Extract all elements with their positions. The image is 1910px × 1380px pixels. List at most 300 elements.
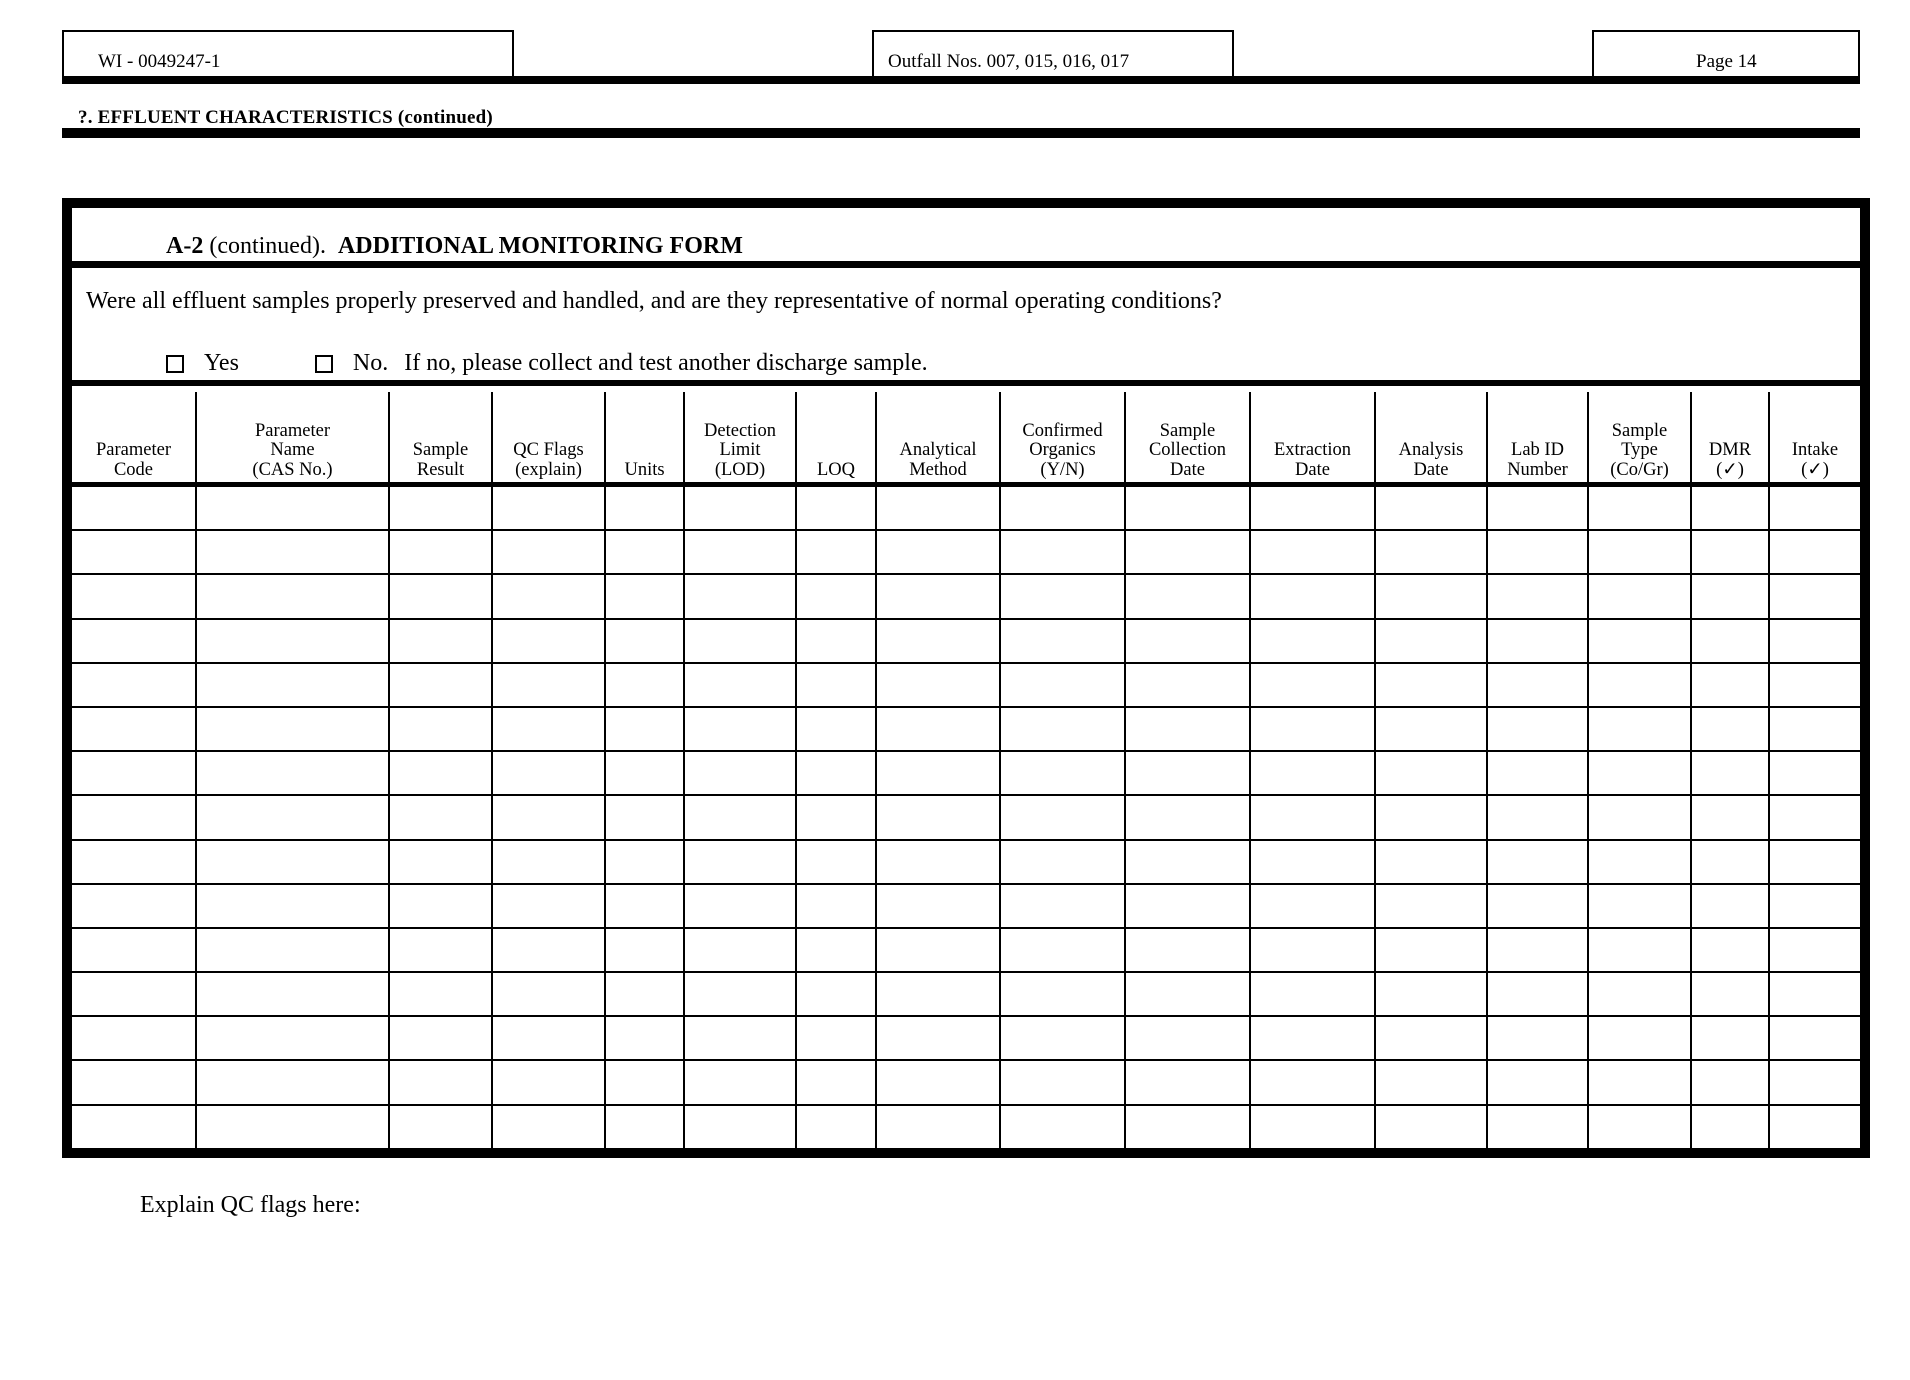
column-header-line: Intake xyxy=(1791,440,1839,461)
cell-parameter-name[interactable] xyxy=(196,1060,389,1104)
cell-loq[interactable] xyxy=(796,663,876,707)
cell-loq[interactable] xyxy=(796,574,876,618)
cell-intake[interactable] xyxy=(1769,751,1860,795)
cell-sample-collection-date[interactable] xyxy=(1125,1105,1250,1148)
cell-qc-flags[interactable] xyxy=(492,1060,605,1104)
column-header-line: (Y/N) xyxy=(1040,459,1085,480)
cell-sample-collection-date[interactable] xyxy=(1125,751,1250,795)
cell-detection-limit[interactable] xyxy=(684,972,796,1016)
column-header-line: (LOD) xyxy=(714,459,766,480)
cell-detection-limit[interactable] xyxy=(684,1105,796,1148)
column-header-line: (Co/Gr) xyxy=(1610,459,1669,480)
cell-parameter-code[interactable] xyxy=(72,795,196,839)
cell-units[interactable] xyxy=(605,619,684,663)
cell-detection-limit[interactable] xyxy=(684,884,796,928)
additional-monitoring-form xyxy=(62,198,1870,1158)
cell-parameter-name[interactable] xyxy=(196,707,389,751)
cell-parameter-name[interactable] xyxy=(196,485,389,531)
column-header-line: (✓) xyxy=(1801,459,1829,480)
cell-analytical-method[interactable] xyxy=(876,884,1000,928)
cell-parameter-name[interactable] xyxy=(196,663,389,707)
cell-parameter-code[interactable] xyxy=(72,972,196,1016)
cell-sample-type[interactable] xyxy=(1588,619,1691,663)
cell-sample-result[interactable] xyxy=(389,707,492,751)
cell-loq[interactable] xyxy=(796,795,876,839)
cell-sample-result[interactable] xyxy=(389,840,492,884)
column-header-extraction-date xyxy=(1250,392,1375,485)
column-header-line: Result xyxy=(416,459,465,480)
cell-sample-result[interactable] xyxy=(389,619,492,663)
section-rule xyxy=(62,128,1860,138)
cell-dmr[interactable] xyxy=(1691,1016,1769,1060)
cell-parameter-name[interactable] xyxy=(196,884,389,928)
cell-loq[interactable] xyxy=(796,751,876,795)
yes-checkbox[interactable] xyxy=(166,355,184,373)
cell-loq[interactable] xyxy=(796,972,876,1016)
cell-dmr[interactable] xyxy=(1691,1060,1769,1104)
monitoring-table xyxy=(72,392,1860,1148)
cell-confirmed-organics[interactable] xyxy=(1000,530,1125,574)
cell-loq[interactable] xyxy=(796,530,876,574)
cell-sample-result[interactable] xyxy=(389,928,492,972)
cell-parameter-name[interactable] xyxy=(196,840,389,884)
cell-dmr[interactable] xyxy=(1691,574,1769,618)
cell-sample-collection-date[interactable] xyxy=(1125,530,1250,574)
cell-intake[interactable] xyxy=(1769,795,1860,839)
cell-qc-flags[interactable] xyxy=(492,574,605,618)
cell-qc-flags[interactable] xyxy=(492,884,605,928)
cell-parameter-name[interactable] xyxy=(196,1016,389,1060)
cell-extraction-date[interactable] xyxy=(1250,1016,1375,1060)
column-header-line: Method xyxy=(909,459,967,480)
cell-qc-flags[interactable] xyxy=(492,1016,605,1060)
cell-sample-collection-date[interactable] xyxy=(1125,884,1250,928)
cell-parameter-code[interactable] xyxy=(72,1016,196,1060)
table-row xyxy=(72,928,1860,972)
cell-sample-collection-date[interactable] xyxy=(1125,707,1250,751)
column-header-line: Extraction xyxy=(1273,440,1352,461)
cell-sample-type[interactable] xyxy=(1588,485,1691,531)
cell-qc-flags[interactable] xyxy=(492,972,605,1016)
cell-detection-limit[interactable] xyxy=(684,840,796,884)
cell-lab-id-number[interactable] xyxy=(1487,663,1588,707)
cell-dmr[interactable] xyxy=(1691,707,1769,751)
cell-qc-flags[interactable] xyxy=(492,751,605,795)
cell-units[interactable] xyxy=(605,795,684,839)
column-header-line: Sample xyxy=(1159,420,1216,441)
cell-extraction-date[interactable] xyxy=(1250,663,1375,707)
cell-dmr[interactable] xyxy=(1691,619,1769,663)
cell-lab-id-number[interactable] xyxy=(1487,972,1588,1016)
column-header-sample-collection-date xyxy=(1125,392,1250,485)
column-header-line: Parameter xyxy=(96,440,171,461)
cell-analytical-method[interactable] xyxy=(876,840,1000,884)
cell-dmr[interactable] xyxy=(1691,751,1769,795)
cell-extraction-date[interactable] xyxy=(1250,751,1375,795)
cell-intake[interactable] xyxy=(1769,972,1860,1016)
cell-analysis-date[interactable] xyxy=(1375,1060,1487,1104)
cell-intake[interactable] xyxy=(1769,619,1860,663)
cell-parameter-code[interactable] xyxy=(72,485,196,531)
cell-sample-result[interactable] xyxy=(389,972,492,1016)
cell-confirmed-organics[interactable] xyxy=(1000,574,1125,618)
cell-analysis-date[interactable] xyxy=(1375,1105,1487,1148)
cell-confirmed-organics[interactable] xyxy=(1000,1016,1125,1060)
cell-lab-id-number[interactable] xyxy=(1487,795,1588,839)
cell-confirmed-organics[interactable] xyxy=(1000,707,1125,751)
cell-qc-flags[interactable] xyxy=(492,795,605,839)
monitoring-table-wrap xyxy=(72,392,1860,1148)
cell-qc-flags[interactable] xyxy=(492,1105,605,1148)
cell-loq[interactable] xyxy=(796,707,876,751)
cell-detection-limit[interactable] xyxy=(684,619,796,663)
cell-sample-type[interactable] xyxy=(1588,972,1691,1016)
cell-dmr[interactable] xyxy=(1691,795,1769,839)
table-row xyxy=(72,707,1860,751)
column-header-line: Limit xyxy=(719,440,761,461)
column-header-line: Code xyxy=(113,459,154,480)
form-title-prefix: A-2 xyxy=(166,233,204,259)
column-header-qc-flags xyxy=(492,392,605,485)
cell-intake[interactable] xyxy=(1769,928,1860,972)
table-row xyxy=(72,972,1860,1016)
cell-extraction-date[interactable] xyxy=(1250,1060,1375,1104)
cell-lab-id-number[interactable] xyxy=(1487,574,1588,618)
section-title: ?. EFFLUENT CHARACTERISTICS (continued) xyxy=(78,107,493,128)
column-header-analytical-method xyxy=(876,392,1000,485)
cell-units[interactable] xyxy=(605,574,684,618)
cell-extraction-date[interactable] xyxy=(1250,884,1375,928)
cell-qc-flags[interactable] xyxy=(492,840,605,884)
cell-extraction-date[interactable] xyxy=(1250,530,1375,574)
cell-intake[interactable] xyxy=(1769,1016,1860,1060)
cell-analytical-method[interactable] xyxy=(876,1016,1000,1060)
cell-units[interactable] xyxy=(605,751,684,795)
cell-parameter-code[interactable] xyxy=(72,1060,196,1104)
cell-qc-flags[interactable] xyxy=(492,663,605,707)
column-header-line: Date xyxy=(1295,459,1330,480)
cell-parameter-name[interactable] xyxy=(196,928,389,972)
cell-parameter-name[interactable] xyxy=(196,1105,389,1148)
cell-sample-type[interactable] xyxy=(1588,1060,1691,1104)
cell-analytical-method[interactable] xyxy=(876,972,1000,1016)
cell-parameter-code[interactable] xyxy=(72,530,196,574)
cell-units[interactable] xyxy=(605,663,684,707)
column-header-line: Units xyxy=(624,459,665,480)
cell-parameter-code[interactable] xyxy=(72,751,196,795)
cell-sample-result[interactable] xyxy=(389,574,492,618)
cell-sample-type[interactable] xyxy=(1588,751,1691,795)
cell-dmr[interactable] xyxy=(1691,884,1769,928)
cell-sample-type[interactable] xyxy=(1588,707,1691,751)
cell-dmr[interactable] xyxy=(1691,1105,1769,1148)
cell-analysis-date[interactable] xyxy=(1375,619,1487,663)
cell-loq[interactable] xyxy=(796,1060,876,1104)
cell-analytical-method[interactable] xyxy=(876,663,1000,707)
cell-extraction-date[interactable] xyxy=(1250,619,1375,663)
cell-detection-limit[interactable] xyxy=(684,1060,796,1104)
cell-intake[interactable] xyxy=(1769,1105,1860,1148)
cell-analysis-date[interactable] xyxy=(1375,795,1487,839)
cell-confirmed-organics[interactable] xyxy=(1000,663,1125,707)
permit-number: WI - 0049247-1 xyxy=(98,51,221,72)
cell-confirmed-organics[interactable] xyxy=(1000,884,1125,928)
cell-parameter-name[interactable] xyxy=(196,795,389,839)
cell-sample-type[interactable] xyxy=(1588,795,1691,839)
cell-intake[interactable] xyxy=(1769,485,1860,531)
cell-qc-flags[interactable] xyxy=(492,707,605,751)
cell-loq[interactable] xyxy=(796,1016,876,1060)
cell-analysis-date[interactable] xyxy=(1375,884,1487,928)
cell-dmr[interactable] xyxy=(1691,485,1769,531)
cell-detection-limit[interactable] xyxy=(684,751,796,795)
answer-no[interactable] xyxy=(315,350,928,377)
cell-parameter-code[interactable] xyxy=(72,663,196,707)
answer-yes[interactable] xyxy=(166,350,239,377)
cell-confirmed-organics[interactable] xyxy=(1000,751,1125,795)
cell-sample-result[interactable] xyxy=(389,530,492,574)
cell-detection-limit[interactable] xyxy=(684,574,796,618)
column-header-line: Parameter xyxy=(255,420,330,441)
cell-extraction-date[interactable] xyxy=(1250,1105,1375,1148)
cell-detection-limit[interactable] xyxy=(684,1016,796,1060)
cell-lab-id-number[interactable] xyxy=(1487,1060,1588,1104)
cell-confirmed-organics[interactable] xyxy=(1000,972,1125,1016)
cell-confirmed-organics[interactable] xyxy=(1000,1105,1125,1148)
cell-extraction-date[interactable] xyxy=(1250,928,1375,972)
cell-confirmed-organics[interactable] xyxy=(1000,795,1125,839)
table-row xyxy=(72,574,1860,618)
cell-analysis-date[interactable] xyxy=(1375,972,1487,1016)
cell-units[interactable] xyxy=(605,840,684,884)
cell-analysis-date[interactable] xyxy=(1375,530,1487,574)
cell-analysis-date[interactable] xyxy=(1375,840,1487,884)
cell-parameter-code[interactable] xyxy=(72,574,196,618)
cell-intake[interactable] xyxy=(1769,884,1860,928)
cell-intake[interactable] xyxy=(1769,530,1860,574)
column-header-loq xyxy=(796,392,876,485)
cell-loq[interactable] xyxy=(796,619,876,663)
cell-lab-id-number[interactable] xyxy=(1487,619,1588,663)
cell-sample-type[interactable] xyxy=(1588,574,1691,618)
cell-parameter-name[interactable] xyxy=(196,530,389,574)
cell-analytical-method[interactable] xyxy=(876,928,1000,972)
cell-confirmed-organics[interactable] xyxy=(1000,1060,1125,1104)
column-header-line: Date xyxy=(1170,459,1205,480)
cell-confirmed-organics[interactable] xyxy=(1000,485,1125,531)
cell-confirmed-organics[interactable] xyxy=(1000,928,1125,972)
cell-analytical-method[interactable] xyxy=(876,530,1000,574)
cell-analysis-date[interactable] xyxy=(1375,928,1487,972)
page-number: Page 14 xyxy=(1696,51,1757,72)
form-title xyxy=(166,234,743,258)
cell-analytical-method[interactable] xyxy=(876,1060,1000,1104)
cell-lab-id-number[interactable] xyxy=(1487,485,1588,531)
cell-qc-flags[interactable] xyxy=(492,485,605,531)
cell-analysis-date[interactable] xyxy=(1375,751,1487,795)
cell-parameter-code[interactable] xyxy=(72,619,196,663)
cell-confirmed-organics[interactable] xyxy=(1000,619,1125,663)
column-header-line: Name xyxy=(270,440,315,461)
cell-sample-result[interactable] xyxy=(389,795,492,839)
cell-units[interactable] xyxy=(605,485,684,531)
table-row xyxy=(72,1060,1860,1104)
cell-sample-collection-date[interactable] xyxy=(1125,485,1250,531)
cell-dmr[interactable] xyxy=(1691,928,1769,972)
cell-lab-id-number[interactable] xyxy=(1487,751,1588,795)
column-header-units xyxy=(605,392,684,485)
cell-units[interactable] xyxy=(605,530,684,574)
cell-intake[interactable] xyxy=(1769,663,1860,707)
cell-units[interactable] xyxy=(605,707,684,751)
table-row xyxy=(72,663,1860,707)
cell-sample-result[interactable] xyxy=(389,1060,492,1104)
cell-parameter-name[interactable] xyxy=(196,751,389,795)
cell-sample-result[interactable] xyxy=(389,1105,492,1148)
permit-number-box xyxy=(62,30,514,80)
cell-detection-limit[interactable] xyxy=(684,707,796,751)
cell-sample-result[interactable] xyxy=(389,884,492,928)
cell-extraction-date[interactable] xyxy=(1250,485,1375,531)
column-header-sample-type xyxy=(1588,392,1691,485)
cell-sample-collection-date[interactable] xyxy=(1125,840,1250,884)
cell-analytical-method[interactable] xyxy=(876,795,1000,839)
cell-units[interactable] xyxy=(605,928,684,972)
cell-qc-flags[interactable] xyxy=(492,530,605,574)
cell-extraction-date[interactable] xyxy=(1250,972,1375,1016)
cell-lab-id-number[interactable] xyxy=(1487,928,1588,972)
cell-parameter-code[interactable] xyxy=(72,928,196,972)
cell-dmr[interactable] xyxy=(1691,840,1769,884)
cell-lab-id-number[interactable] xyxy=(1487,530,1588,574)
cell-sample-collection-date[interactable] xyxy=(1125,928,1250,972)
no-label: No. xyxy=(352,350,389,376)
column-header-analysis-date xyxy=(1375,392,1487,485)
cell-intake[interactable] xyxy=(1769,1060,1860,1104)
cell-loq[interactable] xyxy=(796,884,876,928)
cell-dmr[interactable] xyxy=(1691,972,1769,1016)
cell-sample-type[interactable] xyxy=(1588,663,1691,707)
cell-units[interactable] xyxy=(605,1016,684,1060)
cell-analysis-date[interactable] xyxy=(1375,574,1487,618)
cell-detection-limit[interactable] xyxy=(684,485,796,531)
table-row xyxy=(72,1105,1860,1148)
cell-sample-type[interactable] xyxy=(1588,1016,1691,1060)
cell-parameter-name[interactable] xyxy=(196,972,389,1016)
table-row xyxy=(72,619,1860,663)
cell-analysis-date[interactable] xyxy=(1375,707,1487,751)
cell-dmr[interactable] xyxy=(1691,663,1769,707)
cell-intake[interactable] xyxy=(1769,707,1860,751)
cell-sample-collection-date[interactable] xyxy=(1125,1060,1250,1104)
cell-extraction-date[interactable] xyxy=(1250,707,1375,751)
cell-extraction-date[interactable] xyxy=(1250,795,1375,839)
cell-sample-type[interactable] xyxy=(1588,530,1691,574)
cell-parameter-name[interactable] xyxy=(196,619,389,663)
no-checkbox[interactable] xyxy=(315,355,333,373)
cell-analytical-method[interactable] xyxy=(876,707,1000,751)
cell-sample-type[interactable] xyxy=(1588,928,1691,972)
column-header-intake xyxy=(1769,392,1860,485)
cell-analytical-method[interactable] xyxy=(876,619,1000,663)
cell-units[interactable] xyxy=(605,884,684,928)
cell-loq[interactable] xyxy=(796,840,876,884)
cell-parameter-code[interactable] xyxy=(72,840,196,884)
cell-sample-result[interactable] xyxy=(389,751,492,795)
form-title-continued: (continued). xyxy=(203,233,338,259)
cell-sample-collection-date[interactable] xyxy=(1125,663,1250,707)
cell-intake[interactable] xyxy=(1769,574,1860,618)
cell-sample-collection-date[interactable] xyxy=(1125,619,1250,663)
cell-detection-limit[interactable] xyxy=(684,928,796,972)
cell-lab-id-number[interactable] xyxy=(1487,840,1588,884)
cell-loq[interactable] xyxy=(796,928,876,972)
cell-detection-limit[interactable] xyxy=(684,663,796,707)
column-header-lab-id-number xyxy=(1487,392,1588,485)
cell-analytical-method[interactable] xyxy=(876,574,1000,618)
cell-loq[interactable] xyxy=(796,485,876,531)
cell-units[interactable] xyxy=(605,1060,684,1104)
cell-parameter-code[interactable] xyxy=(72,1105,196,1148)
cell-sample-result[interactable] xyxy=(389,485,492,531)
cell-sample-collection-date[interactable] xyxy=(1125,795,1250,839)
cell-lab-id-number[interactable] xyxy=(1487,1016,1588,1060)
table-row xyxy=(72,1016,1860,1060)
cell-extraction-date[interactable] xyxy=(1250,574,1375,618)
cell-units[interactable] xyxy=(605,1105,684,1148)
answer-options xyxy=(166,350,928,377)
cell-extraction-date[interactable] xyxy=(1250,840,1375,884)
cell-detection-limit[interactable] xyxy=(684,795,796,839)
cell-detection-limit[interactable] xyxy=(684,530,796,574)
cell-sample-type[interactable] xyxy=(1588,1105,1691,1148)
cell-analysis-date[interactable] xyxy=(1375,1016,1487,1060)
cell-analysis-date[interactable] xyxy=(1375,485,1487,531)
cell-sample-result[interactable] xyxy=(389,1016,492,1060)
cell-sample-type[interactable] xyxy=(1588,840,1691,884)
cell-loq[interactable] xyxy=(796,1105,876,1148)
column-header-line: Detection xyxy=(704,420,776,441)
table-row xyxy=(72,795,1860,839)
cell-lab-id-number[interactable] xyxy=(1487,707,1588,751)
column-header-line: (✓) xyxy=(1716,459,1744,480)
cell-intake[interactable] xyxy=(1769,840,1860,884)
table-row xyxy=(72,884,1860,928)
cell-sample-result[interactable] xyxy=(389,663,492,707)
column-header-line: Confirmed xyxy=(1022,420,1103,441)
column-header-line: Number xyxy=(1507,459,1568,480)
cell-sample-collection-date[interactable] xyxy=(1125,574,1250,618)
cell-confirmed-organics[interactable] xyxy=(1000,840,1125,884)
cell-analytical-method[interactable] xyxy=(876,751,1000,795)
cell-analysis-date[interactable] xyxy=(1375,663,1487,707)
cell-sample-type[interactable] xyxy=(1588,884,1691,928)
cell-analytical-method[interactable] xyxy=(876,485,1000,531)
cell-qc-flags[interactable] xyxy=(492,928,605,972)
column-header-confirmed-organics xyxy=(1000,392,1125,485)
cell-parameter-name[interactable] xyxy=(196,574,389,618)
cell-analytical-method[interactable] xyxy=(876,1105,1000,1148)
cell-lab-id-number[interactable] xyxy=(1487,884,1588,928)
cell-dmr[interactable] xyxy=(1691,530,1769,574)
cell-parameter-code[interactable] xyxy=(72,707,196,751)
cell-lab-id-number[interactable] xyxy=(1487,1105,1588,1148)
cell-units[interactable] xyxy=(605,972,684,1016)
cell-parameter-code[interactable] xyxy=(72,884,196,928)
cell-qc-flags[interactable] xyxy=(492,619,605,663)
cell-sample-collection-date[interactable] xyxy=(1125,1016,1250,1060)
cell-sample-collection-date[interactable] xyxy=(1125,972,1250,1016)
